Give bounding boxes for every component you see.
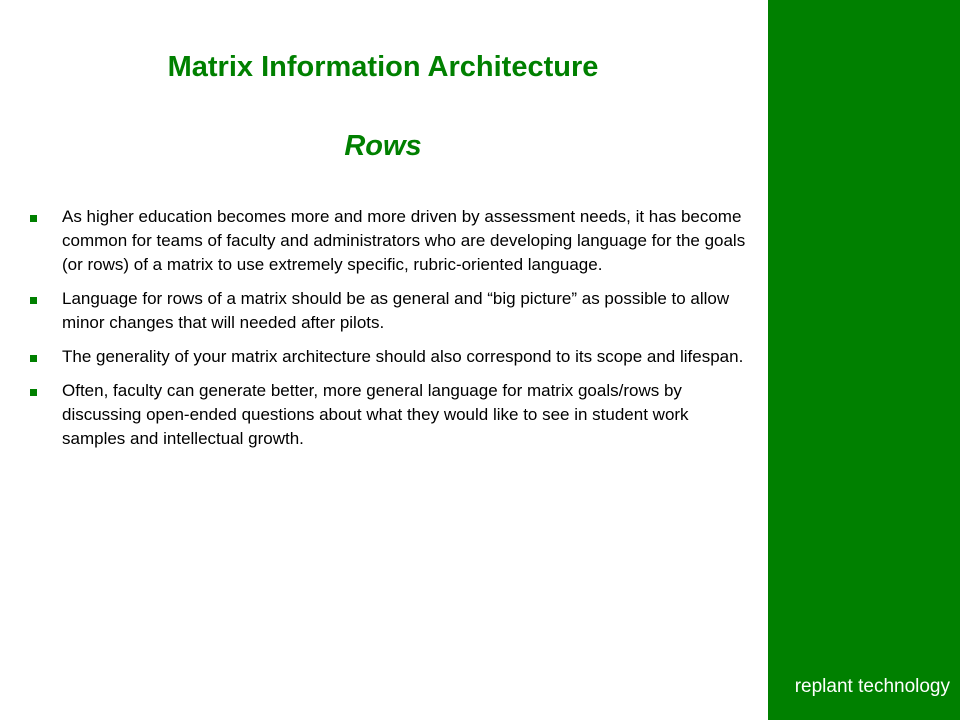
brand-label: replant technology: [794, 676, 950, 697]
bullet-item: [28, 205, 748, 277]
bullet-text: The generality of your matrix architecture should also correspond to its scope and lifespan.: [62, 347, 744, 366]
square-bullet-icon: [30, 355, 37, 362]
bullet-text: Often, faculty can generate better, more general language for matrix goals/rows by discussing open-ended questions about what they would like to see in student work samples and intellectual growth.: [62, 381, 689, 448]
bullet-item: [28, 379, 748, 451]
square-bullet-icon: [30, 297, 37, 304]
bullet-text: As higher education becomes more and more driven by assessment needs, it has become common for teams of faculty and administrators who are developing language for the goals (or rows) of a matrix to use extremely specific, rubric-oriented language.: [62, 207, 746, 274]
slide-title: Matrix Information Architecture: [167, 51, 599, 83]
side-panel: [768, 0, 960, 720]
slide-subtitle: Rows: [344, 130, 422, 162]
bullet-text: Language for rows of a matrix should be as general and “big picture” as possible to allow minor changes that will needed after pilots.: [62, 289, 730, 332]
square-bullet-icon: [30, 215, 37, 222]
bullet-item: [28, 287, 748, 335]
bullet-list: [28, 205, 748, 461]
bullet-item: [28, 345, 748, 369]
square-bullet-icon: [30, 389, 37, 396]
